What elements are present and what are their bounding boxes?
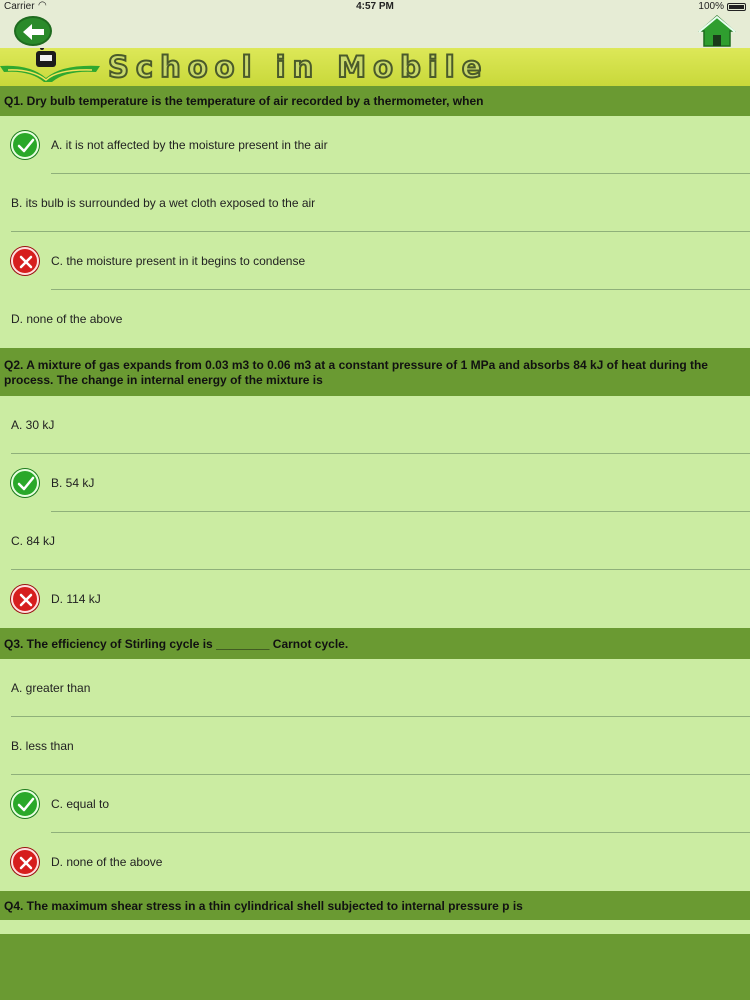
question-text: Q2. A mixture of gas expands from 0.03 m3 to 0.06 m3 at a constant pressure of 1 MPa and absorbs 84 kJ of heat during the process. The change in internal energy of the mixture is [4, 358, 708, 387]
answer-option[interactable] [0, 659, 750, 717]
banner-title: School in Mobile [108, 50, 489, 84]
answer-option[interactable] [0, 174, 750, 232]
back-arrow-icon [22, 23, 46, 41]
answer-option-label: B. its bulb is surrounded by a wet cloth exposed to the air [11, 196, 316, 210]
clock: 4:57 PM [356, 1, 394, 12]
question-header [0, 350, 750, 396]
cross-icon [16, 252, 36, 272]
carrier-label: Carrier [4, 1, 35, 12]
question-header [0, 86, 750, 116]
home-icon [698, 14, 736, 48]
answer-option-label: C. 84 kJ [11, 534, 56, 548]
answer-option[interactable] [0, 775, 750, 833]
question-text: Q4. The maximum shear stress in a thin cylindrical shell subjected to internal pressure p is [4, 899, 523, 913]
checkmark-icon [16, 474, 36, 494]
app-banner [0, 48, 750, 86]
question-text: Q3. The efficiency of Stirling cycle is ________ Carnot cycle. [4, 637, 349, 651]
battery-percentage: 100% [698, 1, 724, 12]
home-button[interactable] [698, 14, 736, 48]
cross-icon [16, 590, 36, 610]
answer-option-label: C. equal to [51, 797, 110, 811]
answer-option-label: B. less than [11, 739, 74, 753]
answer-option[interactable] [0, 833, 750, 891]
answer-option[interactable] [0, 116, 750, 174]
correct-answer-badge [11, 790, 39, 818]
question-header [0, 630, 750, 659]
answer-option[interactable] [0, 396, 750, 454]
answer-option-label: A. 30 kJ [11, 418, 55, 432]
answer-option[interactable] [0, 290, 750, 348]
question-4-answer-area [0, 920, 750, 934]
answer-option[interactable] [0, 512, 750, 570]
wrong-answer-badge [11, 585, 39, 613]
footer-area [0, 934, 750, 1000]
wrong-answer-badge [11, 848, 39, 876]
answer-option[interactable] [0, 232, 750, 290]
checkmark-icon [16, 795, 36, 815]
question-header [0, 893, 750, 920]
status-bar [0, 0, 750, 14]
battery-icon [727, 3, 746, 11]
answer-option[interactable] [0, 454, 750, 512]
nav-bar [0, 14, 750, 48]
correct-answer-badge [11, 131, 39, 159]
answer-option-label: D. none of the above [51, 855, 163, 869]
cross-icon [16, 853, 36, 873]
wrong-answer-badge [11, 247, 39, 275]
question-text: Q1. Dry bulb temperature is the temperature of air recorded by a thermometer, when [4, 93, 484, 108]
answer-option-label: D. 114 kJ [51, 592, 101, 606]
answer-option-label: B. 54 kJ [51, 476, 95, 490]
answer-option-label: C. the moisture present in it begins to condense [51, 254, 306, 268]
checkmark-icon [16, 136, 36, 156]
answer-option-label: A. it is not affected by the moisture present in the air [51, 138, 328, 152]
school-logo-icon [0, 48, 100, 86]
correct-answer-badge [11, 469, 39, 497]
back-button[interactable] [14, 16, 52, 46]
answer-option-label: A. greater than [11, 681, 91, 695]
answer-option[interactable] [0, 717, 750, 775]
answer-option[interactable] [0, 570, 750, 628]
answer-option-label: D. none of the above [11, 312, 123, 326]
wifi-icon: ◠ [38, 0, 47, 11]
